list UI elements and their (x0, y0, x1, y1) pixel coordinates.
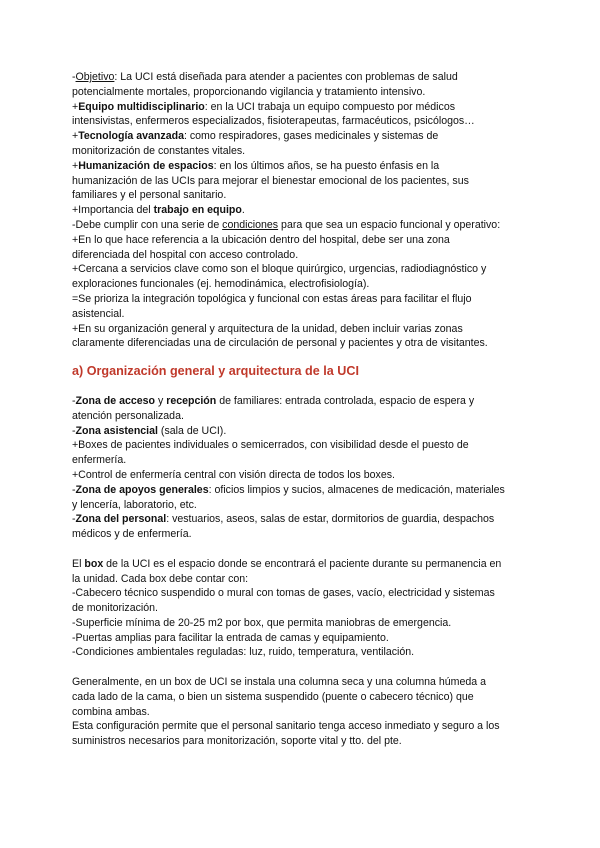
text-line: potencialmente mortales, proporcionando vigilancia y tratamiento intensivo. (72, 85, 426, 98)
text-line: familiares y el personal sanitario. (72, 189, 227, 202)
text: : como respiradores, gases medicinales y sistemas de (183, 130, 439, 143)
bold-term: Zona del personal (75, 513, 167, 526)
text-line: +Cercana a servicios clave como son el bloque quirúrgico, urgencias, radiodiagnóstico y (72, 263, 487, 276)
text: de familiares: entrada controlada, espacio de espera y (216, 394, 475, 407)
text: - (72, 394, 76, 407)
text-line: médicos y de enfermería. (72, 528, 192, 541)
text-line: -Cabecero técnico suspendido o mural con tomas de gases, vacío, electricidad y sistemas (72, 587, 495, 600)
text: (sala de UCI). (157, 424, 227, 437)
bold-term: Zona de apoyos generales (75, 483, 209, 496)
text-line: la unidad. Cada box debe contar con: (72, 572, 249, 585)
spacer (72, 660, 532, 675)
text-line: +Boxes de pacientes individuales o semicerrados, con visibilidad desde el puesto de (72, 439, 469, 452)
text: de la UCI es el espacio donde se encontrará el paciente durante su permanencia en (103, 557, 502, 570)
text-line: +En su organización general y arquitectura de la unidad, deben incluir varias zonas (72, 322, 463, 335)
care-zone-line (72, 424, 532, 439)
conditions-line (72, 218, 532, 233)
text: y (155, 394, 167, 407)
text: - (72, 424, 76, 437)
text: El (72, 557, 85, 570)
section-heading: a) Organización general y arquitectura de la UCI (72, 364, 359, 379)
text-line: Esta configuración permite que el personal sanitario tenga acceso inmediato y seguro a los (72, 720, 500, 733)
text: : en los últimos años, se ha puesto énfasis en la (213, 159, 440, 172)
text-line: -Condiciones ambientales reguladas: luz, ruido, temperatura, ventilación. (72, 646, 415, 659)
team-line (72, 100, 532, 115)
text-line: cada lado de la cama, o bien un sistema suspendido (puente o cabecero técnico) que (72, 690, 474, 703)
bold-term: Zona de acceso (75, 394, 156, 407)
box-intro-line (72, 557, 532, 572)
text-line: -Puertas amplias para facilitar la entrada de camas y equipamiento. (72, 631, 389, 644)
text: : en la UCI trabaja un equipo compuesto por médicos (204, 100, 456, 113)
bold-term: box (84, 557, 104, 570)
spacer (72, 542, 532, 557)
teamwork-line (72, 203, 532, 218)
text-line: +Control de enfermería central con visión directa de todos los boxes. (72, 468, 395, 481)
text-line: suministros necesarios para monitorización, soporte vital y tto. del pte. (72, 735, 402, 748)
text-line: humanización de las UCIs para mejorar el bienestar emocional de los pacientes, sus (72, 174, 469, 187)
text: - (72, 513, 76, 526)
text: : oficios limpios y sucios, almacenes de medicación, materiales (208, 483, 505, 496)
text: + (72, 159, 79, 172)
text-line: claramente diferenciadas una de circulación de personal y pacientes y otra de visitantes. (72, 337, 488, 350)
text-line: monitorización de constantes vitales. (72, 144, 246, 157)
bold-term: Tecnología avanzada (78, 130, 184, 143)
text: para que sea un espacio funcional y operativo: (278, 218, 501, 231)
text: : La UCI está diseñada para atender a pacientes con problemas de salud (114, 71, 458, 83)
text: - (72, 483, 76, 496)
humanization-line (72, 159, 532, 174)
bold-term: Equipo multidisciplinario (78, 100, 205, 113)
bold-term: Zona asistencial (75, 424, 158, 437)
bold-term: recepción (166, 394, 217, 407)
conditions-label: condiciones (222, 218, 279, 231)
text-line: intensivistas, enfermeros especializados, fisioterapeutas, farmacéuticos, psicólogos… (72, 115, 475, 128)
text: + (72, 100, 79, 113)
text: : vestuarios, aseos, salas de estar, dormitorios de guardia, despachos (166, 513, 495, 526)
objective-line (72, 70, 532, 85)
objective-label: Objetivo (75, 71, 115, 83)
text-line: -Superficie mínima de 20-25 m2 por box, que permita maniobras de emergencia. (72, 616, 452, 629)
text-line: atención personalizada. (72, 409, 184, 422)
text: +Importancia del (72, 204, 154, 217)
bold-term: trabajo en equipo (153, 204, 242, 217)
staff-zone-line (72, 512, 532, 527)
text-line: =Se prioriza la integración topológica y funcional con estas áreas para facilitar el flujo (72, 292, 472, 305)
text-line: combina ambas. (72, 705, 150, 718)
text-line: diferenciada del hospital con acceso controlado. (72, 248, 299, 261)
text-line: +En lo que hace referencia a la ubicación dentro del hospital, debe ser una zona (72, 233, 450, 246)
text: - (72, 71, 76, 83)
document-page (72, 70, 532, 749)
technology-line (72, 129, 532, 144)
text-line: y lencería, laboratorio, etc. (72, 498, 197, 511)
text: -Debe cumplir con una serie de (72, 218, 223, 231)
text-line: de monitorización. (72, 602, 158, 615)
text: . (241, 204, 245, 217)
text-line: enfermería. (72, 454, 127, 467)
text-line: Generalmente, en un box de UCI se instala una columna seca y una columna húmeda a (72, 676, 486, 689)
text-line: asistencial. (72, 307, 125, 320)
spacer (72, 379, 532, 394)
access-zone-line (72, 394, 532, 409)
bold-term: Humanización de espacios (78, 159, 214, 172)
text-line: exploraciones funcionales (ej. hemodinámica, electrofisiología). (72, 278, 370, 291)
support-zone-line (72, 483, 532, 498)
text: + (72, 130, 79, 143)
